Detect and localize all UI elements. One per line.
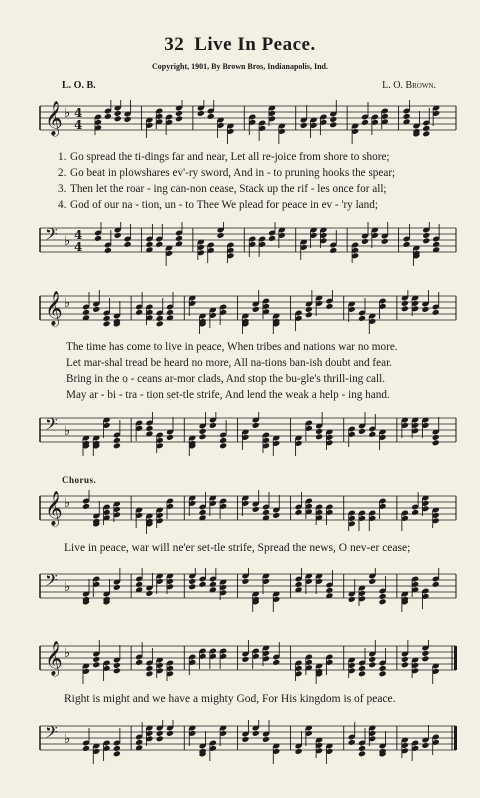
note-head xyxy=(368,656,376,663)
note-head xyxy=(368,431,376,438)
note-head xyxy=(358,750,366,757)
note-head xyxy=(209,422,217,429)
verse-number: 3. xyxy=(58,183,67,195)
note-head xyxy=(305,311,313,318)
bass-clef-icon: 𝄢 xyxy=(45,414,58,438)
treble-staff-system-1 xyxy=(36,100,460,146)
note-head xyxy=(113,442,121,449)
bass-staff-system-2 xyxy=(36,412,460,458)
note-head xyxy=(135,739,143,746)
chorus-line-1: Live in peace, war will ne'er set-tle strife, Spread the news, O nev-er cease; xyxy=(64,542,411,554)
note-head xyxy=(92,661,100,668)
verse-line xyxy=(58,181,462,197)
note-head xyxy=(217,232,225,239)
time-signature-top: 4 xyxy=(74,228,83,242)
note-head xyxy=(82,745,90,752)
note-head xyxy=(432,581,440,588)
note-head xyxy=(262,736,270,743)
note-head xyxy=(252,506,260,513)
note-head xyxy=(348,596,356,603)
note-head xyxy=(92,306,100,313)
verse-text: Bring in the o - ceans ar-mor clads, And stop the bu-gle's thrill-ing call. xyxy=(66,373,386,385)
note-head xyxy=(241,736,249,743)
note-head xyxy=(145,670,153,677)
note-head xyxy=(135,581,143,588)
note-head xyxy=(113,662,121,669)
note-head xyxy=(379,670,387,677)
note-head xyxy=(175,115,183,122)
flat-icon: ♭ xyxy=(64,296,71,311)
note-head xyxy=(156,315,164,322)
verse-number: 4. xyxy=(58,199,67,211)
flat-icon: ♭ xyxy=(64,234,71,249)
treble-staff-chorus-2 xyxy=(36,640,460,686)
flat-icon: ♭ xyxy=(64,106,71,121)
verses-system-1 xyxy=(58,149,462,213)
note-head xyxy=(166,309,174,316)
time-signature-top: 4 xyxy=(74,106,83,120)
verse-text: The time has come to live in peace, When tribes and nations war no more. xyxy=(66,341,398,353)
flat-icon: ♭ xyxy=(64,496,71,511)
note-head xyxy=(145,241,153,248)
verses-system-2 xyxy=(66,339,458,403)
note-head xyxy=(135,309,143,316)
note-head xyxy=(82,503,90,510)
note-head xyxy=(114,232,122,239)
note-head xyxy=(368,578,376,585)
verse-text: Go beat in plowshares ev'-ry sword, And in - to pruning hooks the spear; xyxy=(70,167,396,179)
treble-clef-icon: 𝄞 xyxy=(45,491,63,526)
note-head xyxy=(197,110,205,117)
flat-icon: ♭ xyxy=(64,732,71,747)
note-head xyxy=(156,730,164,737)
treble-staff-3-svg xyxy=(36,490,460,536)
note-head xyxy=(432,434,440,441)
note-head xyxy=(379,665,387,672)
time-signature-bottom: 4 xyxy=(74,118,83,132)
note-head xyxy=(325,587,333,594)
note-head xyxy=(358,315,366,322)
verse-line xyxy=(58,197,462,213)
note-head xyxy=(113,745,121,752)
note-head xyxy=(422,232,430,239)
bass-staff-3-svg xyxy=(36,568,460,614)
note-head xyxy=(145,425,153,432)
treble-clef-icon: 𝄞 xyxy=(45,291,63,326)
note-head xyxy=(295,748,303,755)
note-head xyxy=(113,437,121,444)
note-head xyxy=(103,320,111,327)
verse-text: Then let the roar - ing can-non cease, Stack up the rif - les once for all; xyxy=(70,183,387,195)
note-head xyxy=(252,422,260,429)
note-head xyxy=(272,512,280,519)
bass-staff-chorus-2 xyxy=(36,720,460,766)
note-head xyxy=(156,320,164,327)
verse-line xyxy=(58,165,462,181)
treble-clef-icon: 𝄞 xyxy=(45,101,63,136)
note-head xyxy=(252,730,260,737)
bass-staff-2-svg xyxy=(36,412,460,458)
verse-text: Go spread the ti-dings far and near, Let all re-joice from shore to shore; xyxy=(70,151,390,163)
note-head xyxy=(262,509,270,516)
note-head xyxy=(199,581,207,588)
note-head xyxy=(421,655,429,662)
note-head xyxy=(166,434,174,441)
note-head xyxy=(329,247,337,254)
note-head xyxy=(219,442,227,449)
treble-staff-system-2 xyxy=(36,290,460,336)
note-head xyxy=(188,578,196,585)
note-head xyxy=(175,110,183,117)
note-head xyxy=(92,656,100,663)
note-head xyxy=(432,439,440,446)
bass-staff-1-svg xyxy=(36,222,460,268)
bass-staff-system-1 xyxy=(36,222,460,268)
note-head xyxy=(199,433,207,440)
note-head xyxy=(113,584,121,591)
treble-staff-chorus-1 xyxy=(36,490,460,536)
note-head xyxy=(348,739,356,746)
note-head xyxy=(358,428,366,435)
note-head xyxy=(315,428,323,435)
hymn-title-text: Live In Peace. xyxy=(194,34,316,55)
note-head xyxy=(421,650,429,657)
note-head xyxy=(432,241,440,248)
verse-text: May ar - bi - tra - tion set-tle strife, And lend the weak a help - ing hand. xyxy=(66,389,390,401)
note-head xyxy=(403,241,411,248)
hymn-title xyxy=(0,34,480,56)
note-head xyxy=(145,590,153,597)
bass-clef-icon: 𝄢 xyxy=(45,722,58,746)
verse-text: God of our na - tion, un - to Thee We plead for peace in ev - 'ry land; xyxy=(70,199,378,211)
note-head xyxy=(361,238,369,245)
music-by xyxy=(382,80,436,91)
note-head xyxy=(295,581,303,588)
verse-line xyxy=(58,149,462,165)
note-head xyxy=(114,115,122,122)
note-head xyxy=(295,509,303,516)
note-head xyxy=(188,583,196,590)
note-head xyxy=(268,235,276,242)
note-head xyxy=(155,241,163,248)
note-head xyxy=(199,509,207,516)
note-head xyxy=(104,247,112,254)
note-head xyxy=(401,656,409,663)
note-head xyxy=(401,661,409,668)
note-head xyxy=(432,309,440,316)
note-head xyxy=(114,110,122,117)
note-head xyxy=(207,113,215,120)
note-head xyxy=(358,745,366,752)
note-head xyxy=(422,125,430,132)
copyright-notice: Copyright, 1901, By Brown Bros, Indianapolis, Ind. xyxy=(152,62,328,71)
note-head xyxy=(166,730,174,737)
note-head xyxy=(104,113,112,120)
note-head xyxy=(124,116,132,123)
note-head xyxy=(358,665,366,672)
note-head xyxy=(305,306,313,313)
note-head xyxy=(145,665,153,672)
note-head xyxy=(379,598,387,605)
note-head xyxy=(219,437,227,444)
note-head xyxy=(411,509,419,516)
note-head xyxy=(241,656,249,663)
note-head xyxy=(421,306,429,313)
note-head xyxy=(422,130,430,137)
verse-text: Let mar-shal tread be heard no more, All na-tions ban-ish doubt and fear. xyxy=(66,357,392,369)
note-head xyxy=(315,433,323,440)
hymn-number: 32 xyxy=(164,34,185,55)
bass-staff-chorus-1 xyxy=(36,568,460,614)
note-head xyxy=(103,315,111,322)
time-signature-bottom: 4 xyxy=(74,240,83,254)
note-head xyxy=(401,305,409,312)
chorus-line-2: Right is might and we have a mighty God, For His kingdom is of peace. xyxy=(64,693,396,705)
note-head xyxy=(124,241,132,248)
note-head xyxy=(401,300,409,307)
bass-clef-icon: 𝄢 xyxy=(45,570,58,594)
note-head xyxy=(175,235,183,242)
note-head xyxy=(325,303,333,310)
note-head xyxy=(209,581,217,588)
note-head xyxy=(199,428,207,435)
note-head xyxy=(241,578,249,585)
music-by-text: L. O. Brown. xyxy=(382,80,436,91)
treble-staff-2-svg xyxy=(36,290,460,336)
note-head xyxy=(113,750,121,757)
note-head xyxy=(135,659,143,666)
note-head xyxy=(421,742,429,749)
note-head xyxy=(329,121,337,128)
note-head xyxy=(379,593,387,600)
flat-icon: ♭ xyxy=(64,646,71,661)
verse-number: 1. xyxy=(58,151,67,163)
note-head xyxy=(82,309,90,316)
note-head xyxy=(361,119,369,126)
note-head xyxy=(381,238,389,245)
note-head xyxy=(94,235,102,242)
bass-clef-icon: 𝄢 xyxy=(45,224,58,248)
note-head xyxy=(422,237,430,244)
note-head xyxy=(272,659,280,666)
note-head xyxy=(358,670,366,677)
treble-clef-icon: 𝄞 xyxy=(45,641,63,676)
note-head xyxy=(368,661,376,668)
words-by: L. O. B. xyxy=(62,80,96,91)
note-head xyxy=(403,113,411,120)
note-head xyxy=(329,116,337,123)
treble-staff-4-svg xyxy=(36,640,460,686)
bass-staff-4-svg xyxy=(36,720,460,766)
note-head xyxy=(252,306,260,313)
flat-icon: ♭ xyxy=(64,580,71,595)
note-head xyxy=(156,735,164,742)
flat-icon: ♭ xyxy=(64,424,71,439)
verse-number: 2. xyxy=(58,167,67,179)
note-head xyxy=(300,122,308,129)
treble-staff-1-svg xyxy=(36,100,460,146)
chorus-label: Chorus. xyxy=(62,475,97,485)
note-head xyxy=(113,667,121,674)
